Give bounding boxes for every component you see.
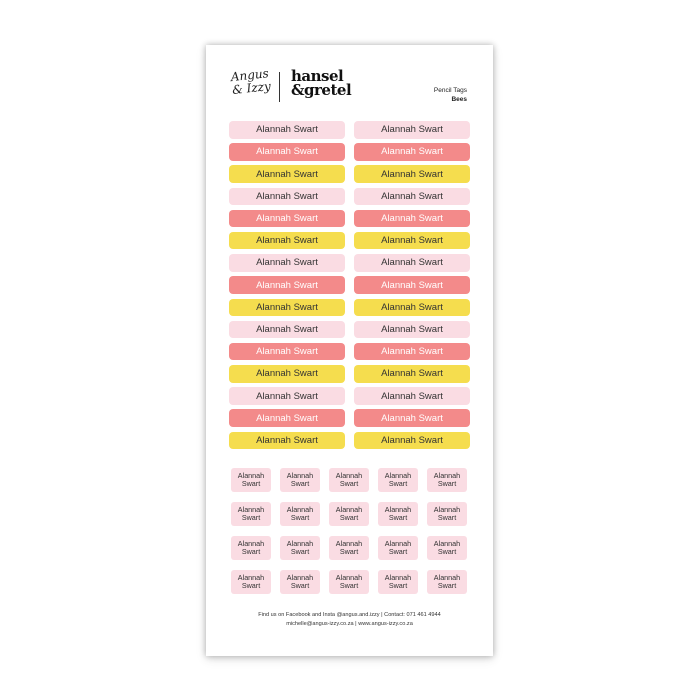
name-tag: Alannah Swart	[354, 254, 470, 272]
footer-contact-line: Find us on Facebook and Insta @angus.and.izzy | Contact: 071 461 4944	[258, 612, 441, 618]
name-tag: Alannah Swart	[354, 210, 470, 228]
square-tag-line2: Swart	[290, 513, 310, 522]
square-name-tag	[378, 536, 418, 560]
product-name: Pencil Tags	[433, 87, 467, 94]
square-tag-line2: Swart	[290, 581, 310, 590]
square-tag-line2: Swart	[339, 581, 359, 590]
square-tag-line1: Alannah	[384, 505, 412, 514]
name-tag: Alannah Swart	[229, 232, 345, 250]
square-tag-line2: Swart	[290, 547, 310, 556]
square-tag-line1: Alannah	[237, 471, 265, 480]
name-tag: Alannah Swart	[354, 188, 470, 206]
angus-logo-line2: & Izzy	[231, 79, 272, 98]
square-tag-line1: Alannah	[384, 573, 412, 582]
square-tag-line1: Alannah	[286, 573, 314, 582]
name-tag: Alannah Swart	[354, 121, 470, 139]
name-tag: Alannah Swart	[229, 299, 345, 317]
square-name-tag	[329, 468, 369, 492]
name-tag: Alannah Swart	[354, 432, 470, 450]
long-tags-grid	[229, 121, 471, 449]
square-name-tag	[378, 502, 418, 526]
name-tag: Alannah Swart	[229, 432, 345, 450]
name-tag: Alannah Swart	[354, 232, 470, 250]
sticker-sheet	[206, 45, 493, 656]
product-variant: Bees	[451, 96, 467, 103]
square-tag-line2: Swart	[388, 513, 408, 522]
footer	[206, 611, 493, 629]
name-tag: Alannah Swart	[229, 143, 345, 161]
product-info	[434, 86, 467, 104]
name-tag: Alannah Swart	[229, 188, 345, 206]
square-tag-line2: Swart	[241, 581, 261, 590]
name-tag: Alannah Swart	[354, 321, 470, 339]
hansel-logo-line1: hansel	[291, 67, 344, 85]
footer-web-line: michelle@angus-izzy.co.za | www.angus-izzy.co.za	[286, 621, 413, 627]
square-tag-line1: Alannah	[433, 505, 461, 514]
name-tag: Alannah Swart	[354, 387, 470, 405]
square-tag-line1: Alannah	[286, 505, 314, 514]
name-tag: Alannah Swart	[229, 343, 345, 361]
hansel-gretel-logo	[291, 69, 361, 97]
hansel-logo-line2: &gretel	[291, 81, 352, 99]
square-name-tag	[329, 570, 369, 594]
name-tag: Alannah Swart	[229, 254, 345, 272]
name-tag: Alannah Swart	[354, 365, 470, 383]
square-tag-line1: Alannah	[286, 539, 314, 548]
square-tag-line2: Swart	[388, 581, 408, 590]
square-tag-line1: Alannah	[433, 573, 461, 582]
square-tag-line2: Swart	[241, 513, 261, 522]
square-tag-line1: Alannah	[286, 471, 314, 480]
logo-divider	[279, 72, 280, 102]
square-tag-line1: Alannah	[237, 505, 265, 514]
name-tag: Alannah Swart	[354, 143, 470, 161]
square-tag-line1: Alannah	[433, 471, 461, 480]
square-tag-line1: Alannah	[384, 539, 412, 548]
name-tag: Alannah Swart	[229, 121, 345, 139]
square-name-tag	[378, 570, 418, 594]
name-tag: Alannah Swart	[229, 409, 345, 427]
square-tag-line2: Swart	[241, 479, 261, 488]
angus-izzy-logo	[230, 67, 274, 107]
square-name-tag	[329, 502, 369, 526]
square-tag-line1: Alannah	[384, 471, 412, 480]
square-tag-line2: Swart	[437, 479, 457, 488]
name-tag: Alannah Swart	[354, 165, 470, 183]
square-tag-line1: Alannah	[237, 539, 265, 548]
square-tag-line2: Swart	[339, 513, 359, 522]
square-name-tag	[280, 570, 320, 594]
square-tag-line2: Swart	[388, 479, 408, 488]
square-name-tag	[231, 468, 271, 492]
square-tag-line2: Swart	[241, 547, 261, 556]
square-name-tag	[280, 536, 320, 560]
square-name-tag	[231, 536, 271, 560]
name-tag: Alannah Swart	[229, 387, 345, 405]
name-tag: Alannah Swart	[229, 210, 345, 228]
square-tag-line1: Alannah	[335, 573, 363, 582]
square-name-tag	[231, 570, 271, 594]
square-tag-line2: Swart	[339, 547, 359, 556]
square-name-tag	[329, 536, 369, 560]
square-tag-line2: Swart	[290, 479, 310, 488]
name-tag: Alannah Swart	[229, 276, 345, 294]
square-name-tag	[378, 468, 418, 492]
name-tag: Alannah Swart	[354, 409, 470, 427]
name-tag: Alannah Swart	[229, 365, 345, 383]
square-tag-line1: Alannah	[237, 573, 265, 582]
square-tag-line1: Alannah	[433, 539, 461, 548]
square-name-tag	[280, 502, 320, 526]
square-name-tag	[231, 502, 271, 526]
square-tags-grid	[231, 468, 469, 594]
square-tag-line2: Swart	[339, 479, 359, 488]
square-name-tag	[427, 536, 467, 560]
square-tag-line1: Alannah	[335, 505, 363, 514]
square-name-tag	[280, 468, 320, 492]
square-tag-line1: Alannah	[335, 471, 363, 480]
name-tag: Alannah Swart	[354, 343, 470, 361]
name-tag: Alannah Swart	[229, 165, 345, 183]
square-name-tag	[427, 570, 467, 594]
square-tag-line2: Swart	[437, 513, 457, 522]
square-tag-line1: Alannah	[335, 539, 363, 548]
square-tag-line2: Swart	[388, 547, 408, 556]
angus-logo-line1: Angus	[230, 66, 270, 85]
name-tag: Alannah Swart	[354, 276, 470, 294]
square-name-tag	[427, 468, 467, 492]
name-tag: Alannah Swart	[229, 321, 345, 339]
square-name-tag	[427, 502, 467, 526]
square-tag-line2: Swart	[437, 547, 457, 556]
name-tag: Alannah Swart	[354, 299, 470, 317]
square-tag-line2: Swart	[437, 581, 457, 590]
